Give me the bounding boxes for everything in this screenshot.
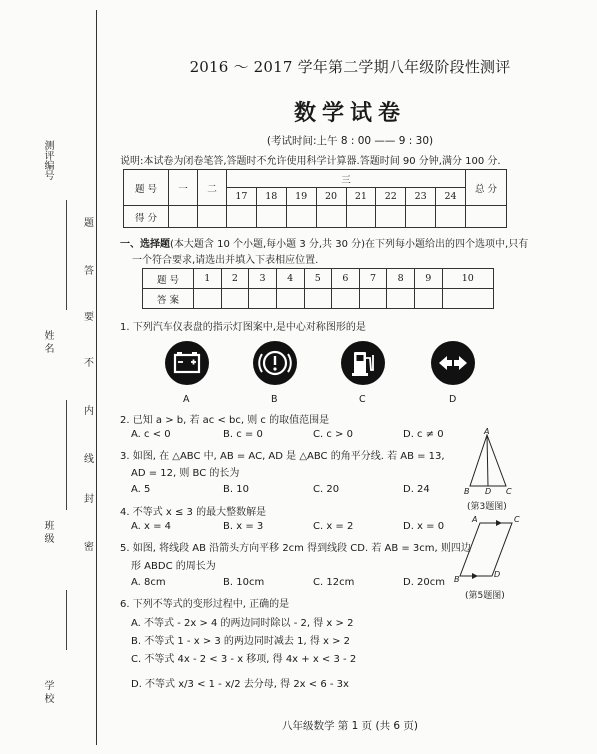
score-table	[123, 169, 507, 228]
q5-fig-label: B	[454, 575, 460, 584]
q2-option: D. c ≠ 0	[403, 429, 444, 440]
seal-char: 答	[84, 266, 94, 277]
answer-col: 1	[194, 269, 222, 289]
q3-fig-label: A	[484, 427, 490, 436]
score-col: 24	[436, 188, 466, 206]
score-cell	[198, 206, 227, 228]
q5-stem-line2: 形 ABDC 的周长为	[131, 561, 216, 572]
answer-cell	[249, 289, 277, 309]
fuel-pump-icon	[340, 340, 386, 386]
q6-option: B. 不等式 1 - x > 3 的两边同时减去 1, 得 x > 2	[131, 636, 351, 647]
q1-option-label: C	[359, 394, 366, 405]
name-label: 姓 名	[42, 330, 53, 354]
seal-char: 不	[84, 358, 94, 369]
score-col: 22	[376, 188, 406, 206]
section-two-header: 二	[198, 170, 227, 206]
q4-stem: 4. 不等式 x ≤ 3 的最大整数解是	[120, 507, 267, 518]
q6-stem: 6. 下列不等式的变形过程中, 正确的是	[120, 599, 290, 610]
score-cell	[436, 206, 466, 228]
q4-option: D. x = 0	[403, 521, 445, 532]
answer-col: 4	[276, 269, 304, 289]
score-col: 21	[346, 188, 376, 206]
class-label: 班 级	[42, 520, 53, 544]
q3-stem-line2: AD = 12, 则 BC 的长为	[131, 468, 240, 479]
exam-time: (考试时间:上午 8 : 00 —— 9 : 30)	[266, 135, 434, 147]
section-one-intro	[120, 235, 528, 250]
answer-cell	[194, 289, 222, 309]
triangle-figure	[462, 428, 522, 492]
score-cell	[169, 206, 198, 228]
q4-option: C. x = 2	[313, 521, 354, 532]
answer-label: 答 案	[143, 289, 194, 309]
class-blank	[66, 590, 67, 650]
q3-stem-line1: 3. 如图, 在 △ABC 中, AB = AC, AD 是 △ABC 的角平分线. 若 AB = 13,	[120, 451, 445, 462]
name-blank	[66, 400, 67, 510]
q3-option: C. 20	[313, 484, 340, 495]
answer-cell	[415, 289, 443, 309]
double-arrow-icon	[430, 340, 476, 386]
answer-col: 5	[304, 269, 332, 289]
q2-option: A. c < 0	[131, 429, 171, 440]
brake-warning-icon	[252, 340, 298, 386]
exam-note: 说明:本试卷为闭卷笔答,答题时不允许使用科学计算器.答题时间 90 分钟,满分 100 分.	[120, 156, 501, 167]
answer-col: 2	[221, 269, 249, 289]
score-cell	[286, 206, 316, 228]
seal-char: 题	[84, 218, 94, 229]
q5-option: A. 8cm	[131, 577, 166, 588]
question-number-header: 题 号	[124, 170, 169, 206]
q5-option: D. 20cm	[403, 577, 446, 588]
q1-option-label: D	[449, 394, 457, 405]
q5-fig-label: A	[472, 515, 478, 524]
score-col: 20	[316, 188, 346, 206]
q2-option: C. c > 0	[313, 429, 353, 440]
q6-option: C. 不等式 4x - 2 < 3 - x 移项, 得 4x + x < 3 - 2	[131, 654, 357, 665]
section-one-heading: 一、选择题	[120, 239, 170, 250]
q5-fig-label: C	[514, 515, 520, 524]
q3-fig-label: C	[506, 487, 512, 496]
exam-title: 2016 ～ 2017 学年第二学期八年级阶段性测评	[189, 58, 511, 76]
seal-char: 密	[84, 542, 94, 553]
q5-fig-label: D	[494, 570, 501, 579]
parallelogram-figure	[456, 518, 524, 584]
page-footer: 八年级数学 第 1 页 (共 6 页)	[281, 720, 419, 732]
section-one-intro-text: (本大题含 10 个小题,每小题 3 分,共 30 分)在下列每小题给出的四个选项中,只有	[170, 239, 529, 250]
score-cell	[406, 206, 436, 228]
q1-option-label: B	[271, 394, 278, 405]
answer-col: 10	[442, 269, 493, 289]
q3-caption: (第3题图)	[467, 502, 507, 512]
q4-option: B. x = 3	[223, 521, 264, 532]
answer-cell	[332, 289, 360, 309]
q3-option: A. 5	[131, 484, 151, 495]
score-cell	[316, 206, 346, 228]
section-three-header: 三	[227, 170, 466, 188]
fold-line	[96, 10, 97, 745]
exam-id-label: 测评编号	[42, 140, 53, 180]
q3-fig-label: B	[464, 487, 470, 496]
score-col: 19	[286, 188, 316, 206]
subject-title: 数学试卷	[293, 101, 406, 126]
seal-char: 线	[84, 454, 94, 465]
exam-id-blank	[66, 200, 67, 310]
score-col: 18	[256, 188, 286, 206]
q2-option: B. c = 0	[223, 429, 263, 440]
answer-table	[142, 268, 494, 309]
answer-col: 6	[332, 269, 360, 289]
q6-option: A. 不等式 - 2x > 4 的两边同时除以 - 2, 得 x > 2	[131, 618, 354, 629]
section-one-intro-line2: 一个符合要求,请选出并填入下表相应位置.	[132, 255, 319, 266]
score-label: 得 分	[124, 206, 169, 228]
q6-option: D. 不等式 x/3 < 1 - x/2 去分母, 得 2x < 6 - 3x	[131, 679, 349, 690]
total-header: 总 分	[466, 170, 507, 206]
answer-cell	[387, 289, 415, 309]
q3-option: B. 10	[223, 484, 249, 495]
q2-stem: 2. 已知 a > b, 若 ac < bc, 则 c 的取值范围是	[120, 415, 330, 426]
battery-icon	[164, 340, 210, 386]
score-cell	[227, 206, 257, 228]
q1-stem: 1. 下列汽车仪表盘的指示灯图案中,是中心对称图形的是	[120, 322, 366, 333]
school-label: 学 校	[42, 680, 53, 704]
q5-stem-line1: 5. 如图, 将线段 AB 沿箭头方向平移 2cm 得到线段 CD. 若 AB = 3cm, 则四边	[120, 543, 471, 554]
q5-caption: (第5题图)	[465, 591, 505, 601]
q5-option: C. 12cm	[313, 577, 355, 588]
seal-char: 封	[84, 494, 94, 505]
answer-col: 9	[415, 269, 443, 289]
score-cell	[346, 206, 376, 228]
score-cell	[466, 206, 507, 228]
answer-row-label: 题 号	[143, 269, 194, 289]
q3-fig-label: D	[485, 487, 492, 496]
answer-col: 7	[359, 269, 387, 289]
score-col: 23	[406, 188, 436, 206]
answer-cell	[221, 289, 249, 309]
q5-option: B. 10cm	[223, 577, 265, 588]
q1-option-label: A	[183, 394, 190, 405]
answer-col: 8	[387, 269, 415, 289]
answer-cell	[276, 289, 304, 309]
score-cell	[376, 206, 406, 228]
section-one-header: 一	[169, 170, 198, 206]
answer-cell	[359, 289, 387, 309]
seal-char: 内	[84, 406, 94, 417]
q4-option: A. x = 4	[131, 521, 172, 532]
answer-col: 3	[249, 269, 277, 289]
q3-option: D. 24	[403, 484, 430, 495]
score-cell	[256, 206, 286, 228]
seal-char: 要	[84, 312, 94, 323]
answer-cell	[442, 289, 493, 309]
score-col: 17	[227, 188, 257, 206]
answer-cell	[304, 289, 332, 309]
